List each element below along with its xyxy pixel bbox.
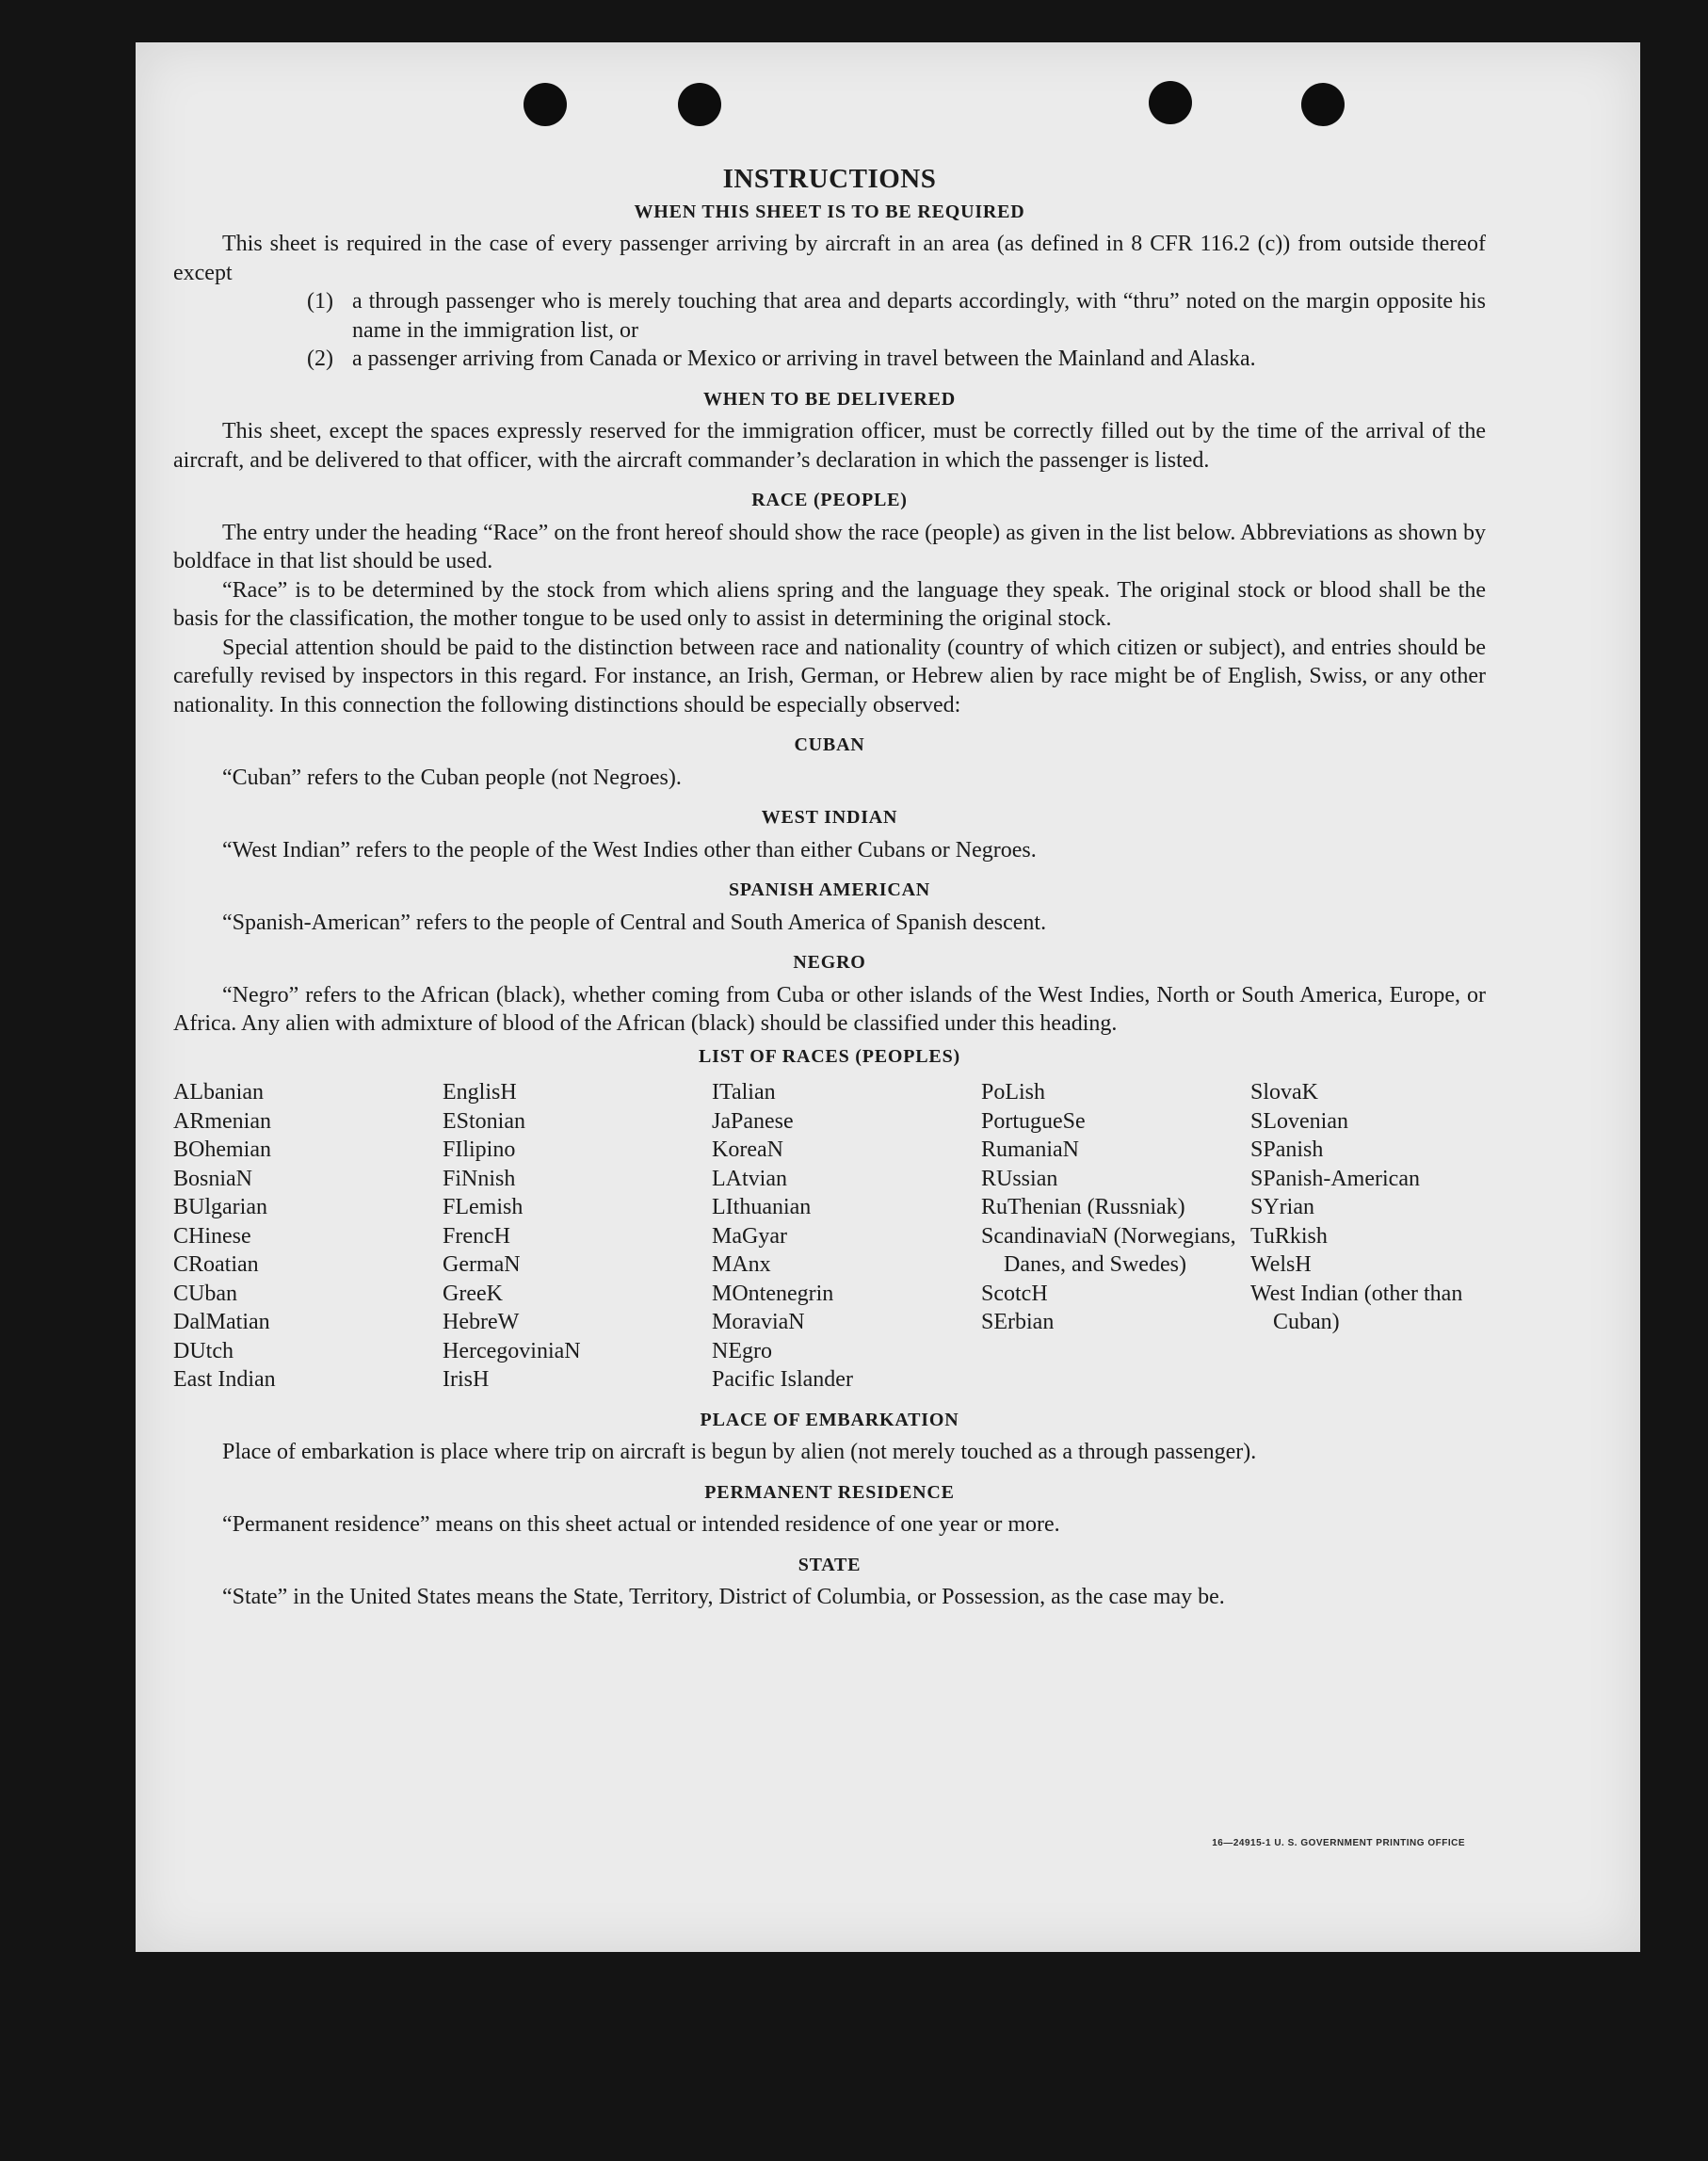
race-list-item: WelsH	[1250, 1252, 1312, 1277]
when-required-intro: This sheet is required in the case of every passenger arriving by aircraft in an area (as defined in 8 CFR 116.2 (c)) from outside thereof except	[173, 232, 1486, 285]
race-list-item: ALbanian	[173, 1080, 264, 1105]
permanent-residence-text: “Permanent residence” means on this sheet actual or intended residence of one year or more.	[222, 1512, 1060, 1537]
section-heading-permanent-residence: PERMANENT RESIDENCE	[704, 1481, 955, 1503]
race-list-item: CUban	[173, 1281, 237, 1306]
race-list-item: IrisH	[443, 1367, 490, 1392]
race-list-item: RuThenian (Russniak)	[981, 1195, 1185, 1219]
race-list-item: FIlipino	[443, 1137, 516, 1162]
race-list-item: SlovaK	[1250, 1080, 1318, 1105]
state-text: “State” in the United States means the State, Territory, District of Columbia, or Possession, as the case may be.	[222, 1585, 1225, 1609]
spanish-american-text: “Spanish-American” refers to the people of Central and South America of Spanish descent.	[222, 910, 1047, 935]
punch-hole	[524, 83, 567, 126]
race-list-item: MaGyar	[712, 1223, 787, 1249]
when-delivered-text: This sheet, except the spaces expressly reserved for the immigration officer, must be correctly filled out by the time of the arrival of the aircraft, and be delivered to that officer, with the aircraft commander’s declaration in which the passenger is listed.	[173, 419, 1486, 473]
race-list-item: Pacific Islander	[712, 1367, 853, 1392]
section-heading-spanish-american: SPANISH AMERICAN	[728, 879, 931, 900]
race-list-item: GreeK	[443, 1281, 503, 1306]
race-paragraph-2: “Race” is to be determined by the stock from which aliens spring and the language they speak. The original stock or blood shall be the basis for the classification, the mother tongue to be used only to assist in determining the original stock.	[173, 577, 1486, 631]
race-list-item: BUlgarian	[173, 1195, 267, 1219]
exception-number: (2)	[307, 347, 333, 371]
section-heading-when-required: WHEN THIS SHEET IS TO BE REQUIRED	[634, 201, 1025, 222]
west-indian-text: “West Indian” refers to the people of the West Indies other than either Cubans or Negroes.	[222, 837, 1037, 863]
race-list-item: LIthuanian	[712, 1195, 812, 1219]
section-heading-list-of-races: LIST OF RACES (PEOPLES)	[699, 1045, 960, 1067]
race-list-item: FrencH	[443, 1223, 510, 1249]
race-list-item: GermaN	[443, 1252, 521, 1277]
race-list-item: EnglisH	[443, 1080, 517, 1105]
race-list-item: BOhemian	[173, 1137, 271, 1162]
race-paragraph-1: The entry under the heading “Race” on the front hereof should show the race (people) as given in the list below. Abbreviations as shown by boldface in that list should be used.	[173, 520, 1486, 573]
race-list-item: ARmenian	[173, 1108, 271, 1134]
race-list-item: CRoatian	[173, 1252, 259, 1277]
race-list-item: FiNnish	[443, 1166, 516, 1191]
race-list-item: PortugueSe	[981, 1108, 1086, 1134]
race-column	[1250, 1078, 1486, 1395]
section-heading-west-indian: WEST INDIAN	[761, 807, 898, 828]
race-list-item: CHinese	[173, 1223, 251, 1249]
race-list-item: TuRkish	[1250, 1223, 1328, 1249]
race-list-item: DalMatian	[173, 1310, 270, 1334]
section-heading-race: RACE (PEOPLE)	[751, 490, 908, 510]
race-list-item: LAtvian	[712, 1166, 787, 1191]
race-list-item: ScotcH	[981, 1281, 1048, 1306]
punch-hole	[1301, 83, 1345, 126]
section-heading-negro: NEGRO	[793, 952, 866, 973]
race-list-item: SPanish	[1250, 1137, 1324, 1162]
section-heading-when-delivered: WHEN TO BE DELIVERED	[702, 388, 957, 410]
exception-text: a through passenger who is merely touching that area and departs accordingly, with “thru” noted on the margin opposite his name in the immigration list, or	[352, 289, 1486, 343]
exception-item-1	[173, 287, 1486, 345]
page-title: INSTRUCTIONS	[722, 164, 937, 194]
section-heading-place-of-embarkation: PLACE OF EMBARKATION	[700, 1409, 959, 1430]
race-list-item: SYrian	[1250, 1195, 1314, 1219]
race-list-item: DUtch	[173, 1338, 234, 1363]
place-of-embarkation-text: Place of embarkation is place where trip on aircraft is begun by alien (not merely touched as a through passenger).	[222, 1440, 1257, 1464]
races-list	[173, 1078, 1486, 1395]
race-list-item: SErbian	[981, 1310, 1055, 1334]
race-list-item: EStonian	[443, 1108, 525, 1134]
race-list-item: MoraviaN	[712, 1310, 805, 1334]
instructions-content	[173, 165, 1486, 1612]
race-list-item: RumaniaN	[981, 1137, 1079, 1162]
race-list-item: West Indian (other than Cuban)	[1250, 1281, 1463, 1334]
race-list-item: NEgro	[712, 1338, 772, 1363]
exception-number: (1)	[307, 289, 333, 314]
race-list-item: ScandinaviaN (Norwegians, Danes, and Swedes)	[981, 1223, 1236, 1277]
race-list-item: HebreW	[443, 1310, 520, 1334]
race-column	[712, 1078, 981, 1395]
race-column	[443, 1078, 712, 1395]
race-list-item: East Indian	[173, 1367, 276, 1392]
race-list-item: RUssian	[981, 1166, 1058, 1191]
race-list-item: BosniaN	[173, 1166, 252, 1191]
negro-text: “Negro” refers to the African (black), whether coming from Cuba or other islands of the West Indies, North or South America, Europe, or Africa. Any alien with admixture of blood of the African (black) should be classified under this heading.	[173, 982, 1486, 1036]
section-heading-cuban: CUBAN	[794, 734, 865, 755]
race-column	[981, 1078, 1250, 1395]
race-list-item: HercegoviniaN	[443, 1338, 581, 1363]
exception-text: a passenger arriving from Canada or Mexico or arriving in travel between the Mainland and Alaska.	[352, 347, 1256, 371]
race-list-item: JaPanese	[712, 1108, 794, 1134]
race-list-item: KoreaN	[712, 1137, 783, 1162]
race-list-item: FLemish	[443, 1195, 524, 1219]
race-list-item: ITalian	[712, 1080, 776, 1105]
section-heading-state: STATE	[798, 1554, 862, 1575]
cuban-text: “Cuban” refers to the Cuban people (not Negroes).	[222, 765, 682, 790]
race-list-item: SLovenian	[1250, 1108, 1348, 1134]
printing-office-code: 16—24915-1 U. S. GOVERNMENT PRINTING OFFICE	[1212, 1838, 1465, 1848]
race-list-item: SPanish-American	[1250, 1166, 1420, 1191]
race-paragraph-3: Special attention should be paid to the distinction between race and nationality (country of which citizen or subject), and entries should be carefully revised by inspectors in this regard. For instance, an Irish, German, or Hebrew alien by race might be of English, Swiss, or any other nationality. In this connection the following distinctions should be especially observed:	[173, 635, 1486, 718]
exception-item-2	[173, 345, 1486, 374]
race-list-item: MOntenegrin	[712, 1281, 834, 1306]
race-column	[173, 1078, 443, 1395]
punch-hole	[1149, 81, 1192, 124]
punch-hole	[678, 83, 721, 126]
document-sheet	[136, 42, 1640, 1952]
race-list-item: PoLish	[981, 1080, 1046, 1105]
race-list-item: MAnx	[712, 1252, 771, 1277]
